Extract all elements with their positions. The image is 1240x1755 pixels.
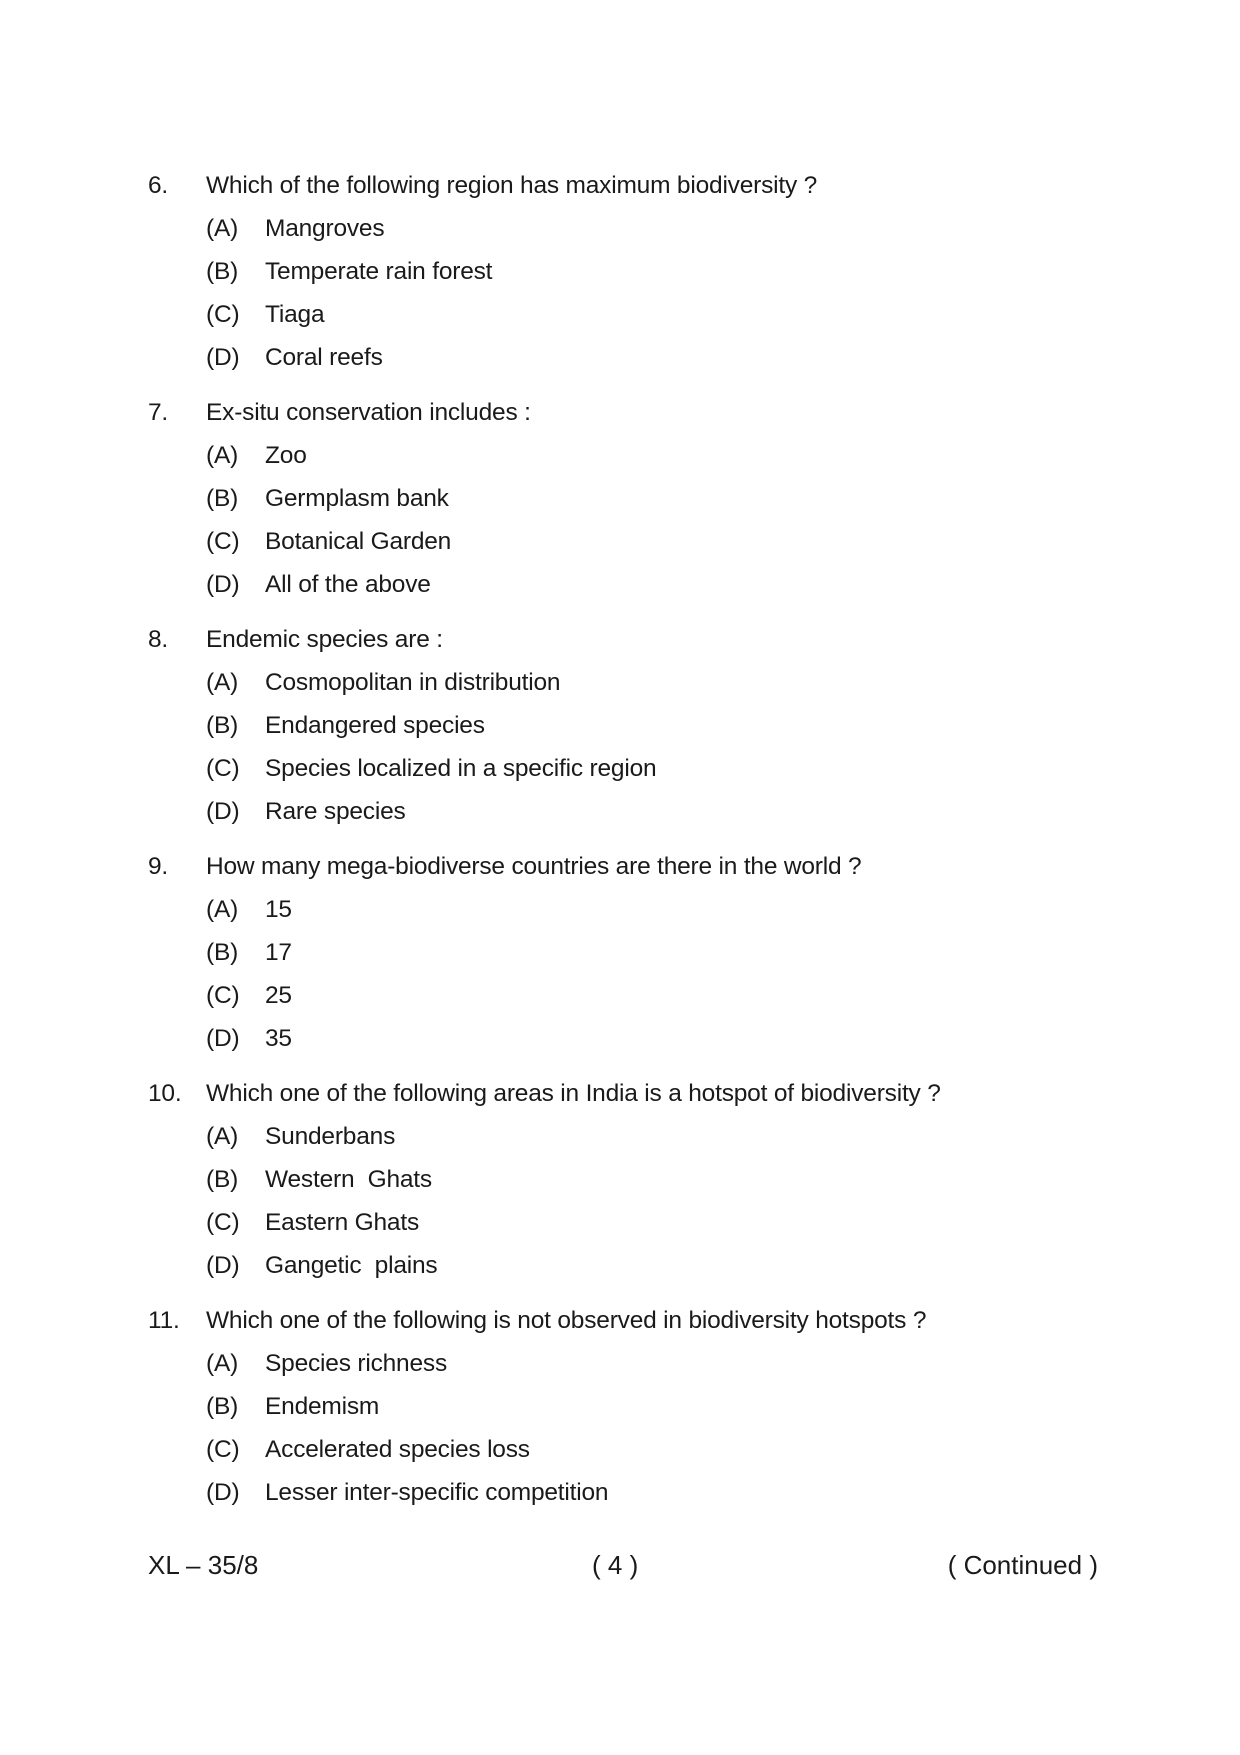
option-letter: (A)	[206, 1350, 239, 1377]
question-text: How many mega-biodiverse countries are there in the world ?	[206, 853, 862, 880]
option-a	[148, 1121, 1108, 1153]
option-d	[148, 569, 1108, 601]
option-text: Mangroves	[265, 215, 385, 242]
option-list	[148, 1348, 1108, 1509]
option-a	[148, 894, 1108, 926]
option-letter: (C)	[206, 528, 240, 555]
option-text: Endemism	[265, 1393, 380, 1420]
option-text: Species richness	[265, 1350, 447, 1377]
page-footer	[148, 1548, 1098, 1582]
option-text: Germplasm bank	[265, 485, 449, 512]
option-text: 15	[265, 896, 292, 923]
option-letter: (A)	[206, 669, 239, 696]
option-text: Zoo	[265, 442, 307, 469]
option-text: Sunderbans	[265, 1123, 396, 1150]
option-letter: (C)	[206, 982, 240, 1009]
option-text: Accelerated species loss	[265, 1436, 530, 1463]
question-text: Which of the following region has maximum biodiversity ?	[206, 172, 818, 199]
question-number: 6.	[148, 172, 169, 199]
question-text: Endemic species are :	[206, 626, 443, 653]
question-text: Which one of the following is not observed in biodiversity hotspots ?	[206, 1307, 927, 1334]
option-letter: (B)	[206, 258, 239, 285]
question-8	[148, 624, 1108, 839]
option-letter: (D)	[206, 1479, 240, 1506]
option-b	[148, 937, 1108, 969]
option-b	[148, 483, 1108, 515]
option-letter: (B)	[206, 1393, 239, 1420]
option-a	[148, 667, 1108, 699]
paper-code: XL – 35/8	[148, 1550, 259, 1580]
option-c	[148, 526, 1108, 558]
option-b	[148, 1164, 1108, 1196]
option-list	[148, 213, 1108, 374]
question-header	[148, 1305, 1108, 1337]
option-letter: (D)	[206, 798, 240, 825]
option-text: 25	[265, 982, 292, 1009]
option-letter: (A)	[206, 896, 239, 923]
option-b	[148, 256, 1108, 288]
option-a	[148, 213, 1108, 245]
question-header	[148, 1078, 1108, 1110]
option-text: Endangered species	[265, 712, 485, 739]
question-text: Ex-situ conservation includes :	[206, 399, 531, 426]
option-text: Rare species	[265, 798, 406, 825]
option-list	[148, 1121, 1108, 1282]
option-letter: (D)	[206, 1025, 240, 1052]
option-a	[148, 1348, 1108, 1380]
option-text: Lesser inter-specific competition	[265, 1479, 609, 1506]
option-c	[148, 980, 1108, 1012]
option-letter: (B)	[206, 712, 239, 739]
option-d	[148, 1023, 1108, 1055]
question-header	[148, 397, 1108, 429]
option-list	[148, 667, 1108, 828]
question-number: 7.	[148, 399, 169, 426]
question-header	[148, 170, 1108, 202]
option-letter: (D)	[206, 571, 240, 598]
option-list	[148, 894, 1108, 1055]
option-d	[148, 796, 1108, 828]
option-c	[148, 1434, 1108, 1466]
question-number: 11.	[148, 1307, 180, 1334]
option-text: Gangetic plains	[265, 1252, 438, 1279]
option-letter: (B)	[206, 939, 239, 966]
option-letter: (A)	[206, 215, 239, 242]
option-text: Eastern Ghats	[265, 1209, 420, 1236]
option-b	[148, 1391, 1108, 1423]
continued-label: ( Continued )	[947, 1550, 1098, 1580]
option-letter: (C)	[206, 301, 240, 328]
option-letter: (A)	[206, 1123, 239, 1150]
option-text: 17	[265, 939, 292, 966]
option-d	[148, 1477, 1108, 1509]
option-c	[148, 1207, 1108, 1239]
option-a	[148, 440, 1108, 472]
option-letter: (B)	[206, 1166, 239, 1193]
option-list	[148, 440, 1108, 601]
option-d	[148, 1250, 1108, 1282]
option-text: Western Ghats	[265, 1166, 432, 1193]
question-header	[148, 851, 1108, 883]
question-6	[148, 170, 1108, 385]
option-letter: (C)	[206, 1209, 240, 1236]
option-text: Tiaga	[265, 301, 325, 328]
option-text: Species localized in a specific region	[265, 755, 657, 782]
option-text: Temperate rain forest	[265, 258, 493, 285]
option-text: 35	[265, 1025, 292, 1052]
option-b	[148, 710, 1108, 742]
option-letter: (C)	[206, 755, 240, 782]
option-text: Botanical Garden	[265, 528, 452, 555]
question-text: Which one of the following areas in India is a hotspot of biodiversity ?	[206, 1080, 941, 1107]
question-number: 8.	[148, 626, 169, 653]
question-11	[148, 1305, 1108, 1520]
page-number: ( 4 )	[592, 1550, 639, 1580]
question-9	[148, 851, 1108, 1066]
option-d	[148, 342, 1108, 374]
option-letter: (D)	[206, 344, 240, 371]
option-text: Cosmopolitan in distribution	[265, 669, 561, 696]
question-number: 10.	[148, 1080, 182, 1107]
option-letter: (C)	[206, 1436, 240, 1463]
question-10	[148, 1078, 1108, 1293]
question-number: 9.	[148, 853, 169, 880]
option-c	[148, 299, 1108, 331]
question-7	[148, 397, 1108, 612]
option-c	[148, 753, 1108, 785]
option-letter: (B)	[206, 485, 239, 512]
option-text: Coral reefs	[265, 344, 383, 371]
option-letter: (D)	[206, 1252, 240, 1279]
option-letter: (A)	[206, 442, 239, 469]
option-text: All of the above	[265, 571, 431, 598]
question-header	[148, 624, 1108, 656]
